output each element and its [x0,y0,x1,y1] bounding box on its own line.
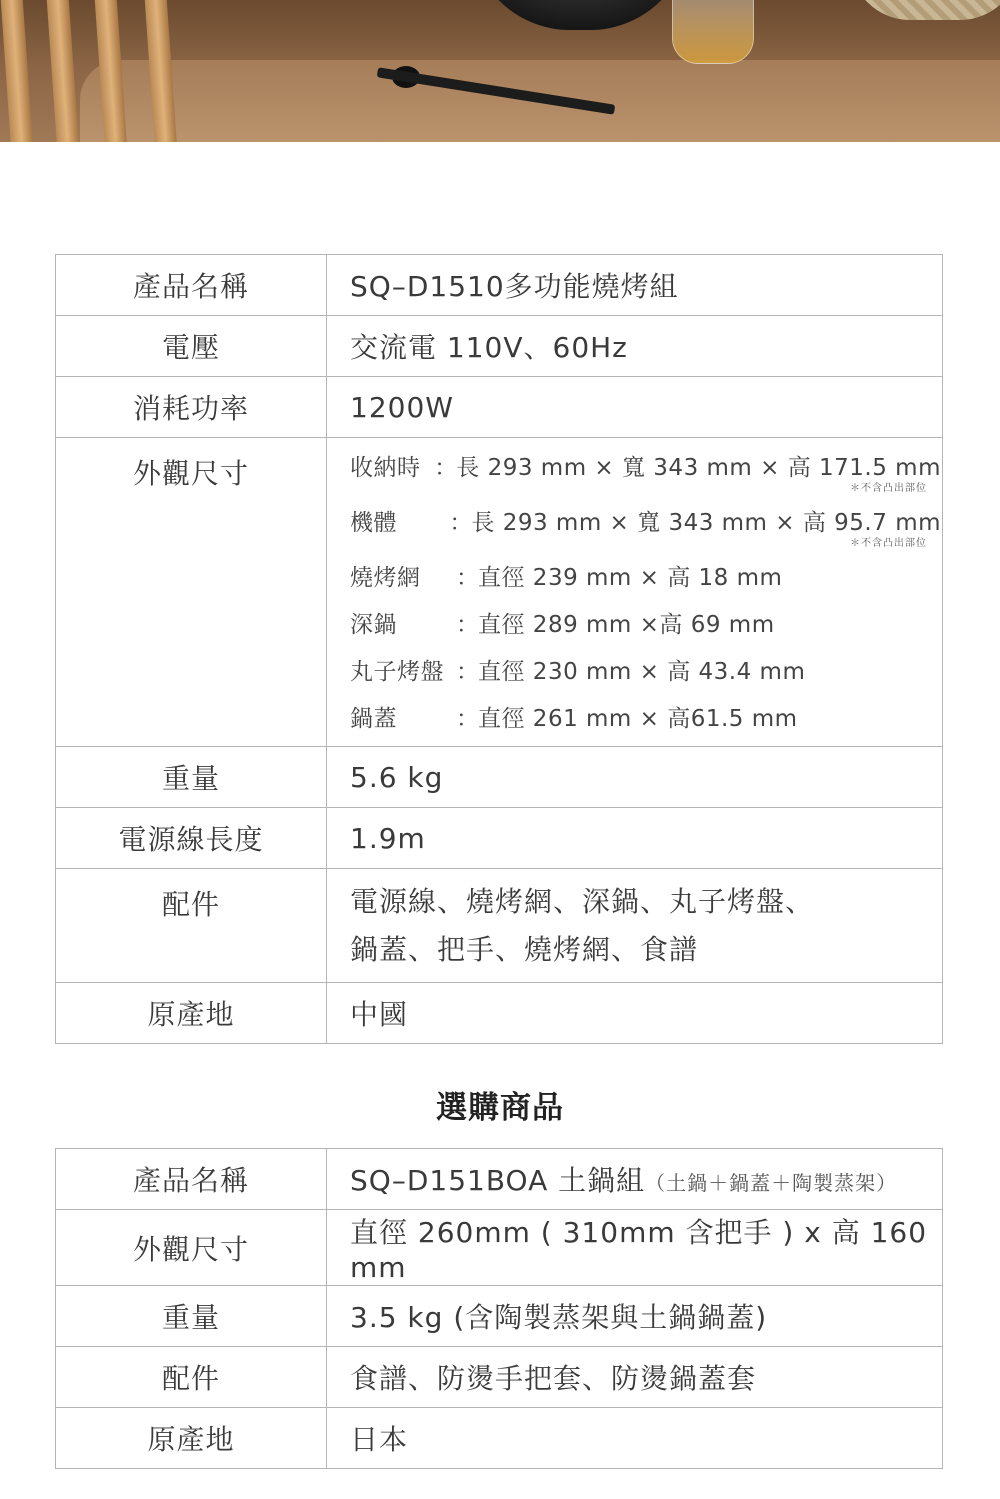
dimension-name: 深鍋 [350,612,397,638]
accessories-line: 鍋蓋、把手、燒烤網、食譜 [350,932,699,966]
spec-row [56,808,943,869]
dimension-name: 鍋蓋 [350,706,397,732]
spec-row [56,316,943,377]
spec-value: SQ–D1510多功能燒烤組 [327,255,943,316]
dimension-name: 燒烤網 [350,565,421,591]
section-title: 選購商品 [436,1090,564,1126]
dimension-value: 長 293 mm × 寬 343 mm × 高 95.7 mm [471,510,941,536]
dimensions-cell [327,438,943,747]
dimension-item [350,653,941,686]
dimension-colon: ： [456,706,480,732]
woven-basket [850,0,1000,20]
tea-glass [672,0,754,64]
dimension-name: 丸子烤盤 [350,659,444,685]
product-contents-note: （土鍋＋鍋蓋＋陶製蒸架） [645,1171,898,1195]
dimension-value: 直徑 289 mm ×高 69 mm [478,612,775,638]
dimension-item [350,449,941,482]
spec-value: 中國 [327,983,943,1044]
spec-key: 配件 [56,869,327,983]
spec-row [56,869,943,983]
spec-key: 電源線長度 [56,808,327,869]
dimension-item [350,559,941,592]
spec-key: 原產地 [56,983,327,1044]
spec-value: 1200W [327,377,943,438]
dimension-value: 直徑 230 mm × 高 43.4 mm [478,659,806,685]
optional-spec-table [55,1148,943,1469]
spec-value [327,1149,943,1210]
spec-key: 電壓 [56,316,327,377]
dimension-note: ＊不含凸出部位 [850,483,927,494]
spec-value: 1.9m [327,808,943,869]
spec-row [56,1149,943,1210]
chair-spindle [0,0,34,142]
dimension-value: 直徑 239 mm × 高 18 mm [478,565,783,591]
spec-row [56,1210,943,1286]
spec-row [56,983,943,1044]
dimensions-list [350,439,941,745]
product-name: SQ–D151BOA 土鍋組 [350,1164,646,1197]
dimension-item [350,504,941,537]
dimension-item [350,700,941,733]
spec-value: 食譜、防燙手把套、防燙鍋蓋套 [327,1347,943,1408]
dimension-note: ＊不含凸出部位 [850,538,927,549]
grill-pot [470,0,690,30]
dimension-value: 長 293 mm × 寬 343 mm × 高 171.5 mm [456,455,941,481]
spec-key: 原產地 [56,1408,327,1469]
spec-value: 3.5 kg (含陶製蒸架與土鍋鍋蓋) [327,1286,943,1347]
spec-key: 外觀尺寸 [56,438,327,747]
spec-row [56,438,943,747]
main-spec-table [55,254,943,1044]
spec-key: 外觀尺寸 [56,1210,327,1286]
dimension-colon: ： [456,565,480,591]
chair-spindle [46,0,80,142]
spec-row [56,1347,943,1408]
dimension-colon: ： [449,510,473,536]
spec-row [56,747,943,808]
accessories-cell [327,869,943,983]
dimension-value: 直徑 261 mm × 高61.5 mm [478,706,798,732]
spec-row [56,1286,943,1347]
spec-value: 交流電 110V、60Hz [327,316,943,377]
spec-value: 直徑 260mm ( 310mm 含把手 ) x 高 160 mm [327,1210,943,1286]
spec-key: 配件 [56,1347,327,1408]
spec-value: 日本 [327,1408,943,1469]
dimension-colon: ： [434,455,458,481]
dimension-colon: ： [456,612,480,638]
dimension-name: 機體 [350,510,397,536]
spec-key: 產品名稱 [56,1149,327,1210]
spec-row [56,1408,943,1469]
spec-row [56,377,943,438]
spec-value: 5.6 kg [327,747,943,808]
spec-key: 重量 [56,747,327,808]
spec-key: 重量 [56,1286,327,1347]
spec-row [56,255,943,316]
accessories-line: 電源線、燒烤網、深鍋、丸子烤盤、 [350,884,815,918]
dimension-colon: ： [456,659,480,685]
hero-photo [0,0,1000,142]
dimension-item [350,606,941,639]
dimension-name: 收納時 [350,455,421,481]
spec-key: 消耗功率 [56,377,327,438]
spec-key: 產品名稱 [56,255,327,316]
